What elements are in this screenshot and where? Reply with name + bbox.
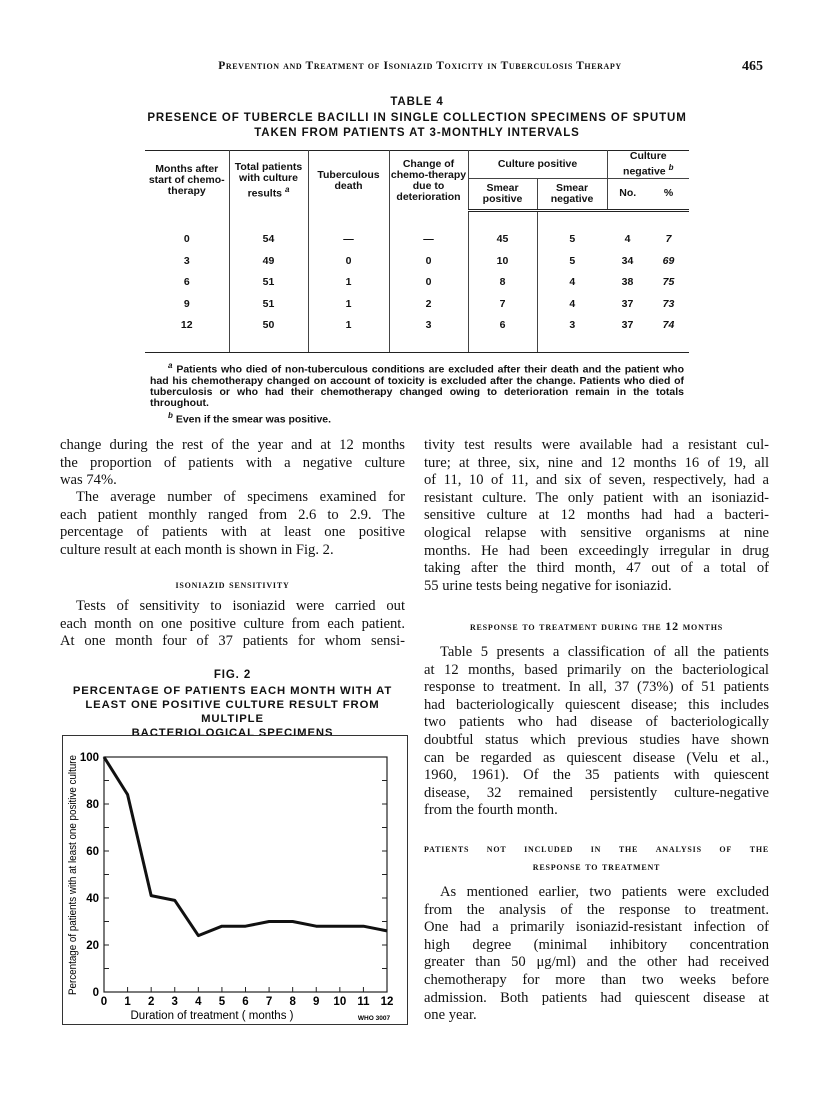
x-tick-label: 8	[289, 996, 296, 1008]
x-tick-label: 12	[380, 996, 394, 1008]
table-cell: 7	[468, 293, 537, 315]
text-line: chemotherapy for more than two weeks before	[424, 971, 769, 988]
text-line: can be regarded as quiescent disease (Velu et al.,	[424, 749, 769, 766]
table-cell: 49	[229, 250, 308, 272]
table-cell: 0	[389, 250, 468, 272]
text-line: high degree (minimal inhibitory concentration	[424, 936, 769, 953]
y-tick-label: 80	[86, 799, 99, 811]
table-cell: 4	[569, 276, 576, 289]
table-cell: 73	[662, 297, 675, 310]
text-line: One had a primarily isoniazid-resistant infection of	[424, 919, 769, 936]
table-cell: 3	[569, 319, 576, 332]
text-line: each month on one positive culture from each patient.	[60, 615, 405, 632]
table-cell: 34	[621, 254, 634, 267]
text-line: As mentioned earlier, two patients were excluded	[440, 884, 769, 900]
table-cell: 12	[145, 315, 229, 337]
right-para-1	[424, 437, 769, 595]
text-line: greater than 50 μg/ml) and the other had received	[424, 954, 769, 971]
table-title-line-1: PRESENCE OF TUBERCLE BACILLI IN SINGLE COLLECTION SPECIMENS OF SPUTUM	[147, 112, 687, 124]
text-line: had bacteriologically quiescent disease; this includes	[424, 696, 769, 713]
y-tick-label: 40	[86, 893, 99, 905]
section-heading-patients-not-included-line-1: patients not included in the analysis of the	[424, 841, 769, 855]
figure-title-line-2: LEAST ONE POSITIVE CULTURE RESULT FROM MULTIPLE	[85, 699, 380, 725]
text-line: 1960, 1961). Of the 35 patients with quiescent	[424, 767, 769, 784]
y-tick-label: 100	[79, 752, 99, 764]
figure-title-line-3: BACTERIOLOGICAL SPECIMENS	[131, 727, 334, 739]
text-line: change during the rest of the year and at 12 months	[60, 437, 405, 453]
text-line: the proportion of patients with a negative culture	[60, 454, 405, 471]
table-cell: 1	[308, 272, 389, 294]
text-line: from the analysis of the response to treatment.	[424, 901, 769, 918]
text-line: one year.	[424, 1007, 477, 1024]
table-cell: 0	[308, 250, 389, 272]
x-tick-label: 10	[333, 996, 347, 1008]
table-cell: 0	[145, 229, 229, 251]
header-culture-negative: Culture negative $^b$	[607, 151, 689, 179]
text-line: Tests of sensitivity to isoniazid were carried out	[76, 598, 405, 614]
table-cell: —	[308, 229, 389, 251]
text-line: taking after the third month, 47 out of a total of	[424, 560, 769, 577]
x-tick-label: 9	[313, 996, 320, 1008]
table-cell: 38	[621, 276, 634, 289]
x-tick-label: 11	[357, 996, 370, 1008]
text-line: 55 urine tests being negative for isoniazid.	[424, 577, 672, 594]
table-cell: 50	[229, 315, 308, 337]
text-line: percentage of patients with at least one positive	[60, 524, 405, 541]
header-months: Months after start of chemo-therapy	[145, 151, 229, 211]
text-line: disease, 32 remained persistently culture-negative	[424, 784, 769, 801]
header-culture-positive: Culture positive	[468, 151, 607, 179]
section-heading-response-to-treatment: response to treatment during the 12 months	[469, 619, 724, 633]
x-tick-label: 6	[242, 996, 249, 1008]
table-cell: 4	[624, 233, 631, 246]
text-line: was 74%.	[60, 472, 117, 489]
table-cell: 0	[389, 272, 468, 294]
table-cell: 37	[621, 319, 634, 332]
table-cell: 51	[229, 272, 308, 294]
text-line: doubtful status which previous studies have shown	[424, 731, 769, 748]
text-line: months. He had been exceedingly irregular in drug	[424, 542, 769, 559]
header-change: Change of chemo-therapy due to deterioration	[389, 151, 468, 211]
text-line: response to treatment. In all, 37 (73%) of 51 patients	[424, 679, 769, 696]
y-axis-label: Percentage of patients with at least one positive culture	[67, 721, 79, 995]
x-tick-label: 0	[100, 996, 108, 1008]
text-line: at 12 months, based primarily on the bacteriological	[424, 661, 769, 678]
x-tick-label: 1	[124, 996, 131, 1008]
figure-title-line-1: PERCENTAGE OF PATIENTS EACH MONTH WITH AT	[72, 685, 393, 697]
x-axis-label: Duration of treatment ( months )	[130, 1010, 294, 1022]
header-no: No.	[607, 178, 648, 210]
table-cell: 6	[145, 272, 229, 294]
footnote-a: $^a$ Patients who died of non-tuberculous conditions are excluded after their death and the patient who had his chemotherapy changed on account of toxicity is excluded after the change. Patients who died of tuberculosis or who had their chemotherapy changed owing to deterioration remain in the totals throughout.	[150, 361, 685, 410]
table-title-line-2: TAKEN FROM PATIENTS AT 3-MONTHLY INTERVALS	[254, 127, 580, 139]
table-cell: 2	[389, 293, 468, 315]
figure-credit: WHO 3007	[357, 1015, 391, 1022]
text-line: culture result at each month is shown in Fig. 2.	[60, 541, 334, 558]
table-cell: 5	[569, 233, 576, 246]
x-tick-label: 5	[218, 996, 226, 1008]
table-cell: 4	[569, 297, 576, 310]
text-line: ological relapse with sensitive organisms at nine	[424, 524, 769, 541]
table-cell: 6	[468, 315, 537, 337]
header-smear-positive: Smear positive	[468, 178, 537, 210]
table-cell: 51	[229, 293, 308, 315]
table-cell: 45	[468, 229, 537, 251]
text-line: resistant culture. The only patient with an isoniazid-	[424, 489, 769, 506]
table-cell: 3	[145, 250, 229, 272]
table-label: TABLE 4	[390, 96, 444, 108]
header-total: Total patients with culture results $^a$	[229, 151, 308, 211]
section-heading-patients-not-included-line-2: response to treatment	[532, 859, 661, 873]
table-cell: 1	[308, 293, 389, 315]
table-cell: 9	[145, 293, 229, 315]
text-line: At one month four of 37 patients for whom sensi-	[60, 633, 405, 650]
table-cell: 74	[662, 319, 675, 332]
table-cell: 75	[662, 276, 675, 289]
text-line: admission. Both patients had quiescent disease at	[424, 989, 769, 1006]
x-tick-label: 7	[265, 996, 273, 1008]
text-line: sensitive culture at 12 months had had a bacteri-	[424, 507, 769, 524]
text-line: Table 5 presents a classification of all the patients	[440, 644, 769, 660]
table-cell: 54	[229, 229, 308, 251]
text-line: two patients who had disease of bacteriologically	[424, 714, 769, 731]
running-title: Prevention and Treatment of Isoniazid Toxicity in Tuberculosis Therapy	[218, 60, 622, 72]
section-heading-isoniazid-sensitivity: isoniazid sensitivity	[175, 577, 290, 591]
table-cell: 10	[468, 250, 537, 272]
table-cell: 7	[665, 233, 672, 246]
text-line: tivity test results were available had a resistant cul-	[424, 437, 769, 453]
table-cell: 5	[569, 254, 576, 267]
x-tick-label: 2	[147, 996, 155, 1008]
header-smear-negative: Smear negative	[537, 178, 607, 210]
text-line: each patient monthly ranged from 2.6 to 2.9. The	[60, 506, 405, 523]
x-tick-label: 3	[171, 996, 178, 1008]
text-line: of 11, 10 of 11, and six of seven, respectively, had a	[424, 472, 769, 489]
footnote-b: $^b$ Even if the smear was positive.	[168, 411, 332, 426]
text-line: ture; at three, six, nine and 12 months 16 of 19, all	[424, 454, 769, 471]
table-cell: 8	[468, 272, 537, 294]
table-cell: 37	[621, 297, 634, 310]
page-number: 465	[742, 59, 763, 74]
table-cell: 69	[662, 254, 675, 267]
text-line: The average number of specimens examined for	[76, 489, 405, 505]
table-cell: 1	[308, 315, 389, 337]
right-para-3	[424, 884, 769, 1025]
x-tick-label: 4	[195, 996, 202, 1008]
table-cell: 3	[389, 315, 468, 337]
table-cell: —	[389, 229, 468, 251]
right-para-2	[424, 644, 769, 820]
y-tick-label: 20	[86, 940, 99, 952]
figure-label: FIG. 2	[213, 669, 252, 681]
data-line	[104, 757, 387, 936]
header-death: Tuberculous death	[308, 151, 389, 211]
y-tick-label: 0	[92, 987, 99, 999]
y-tick-label: 60	[86, 846, 99, 858]
header-pct: %	[648, 178, 689, 210]
text-line: from the fourth month.	[424, 802, 558, 819]
